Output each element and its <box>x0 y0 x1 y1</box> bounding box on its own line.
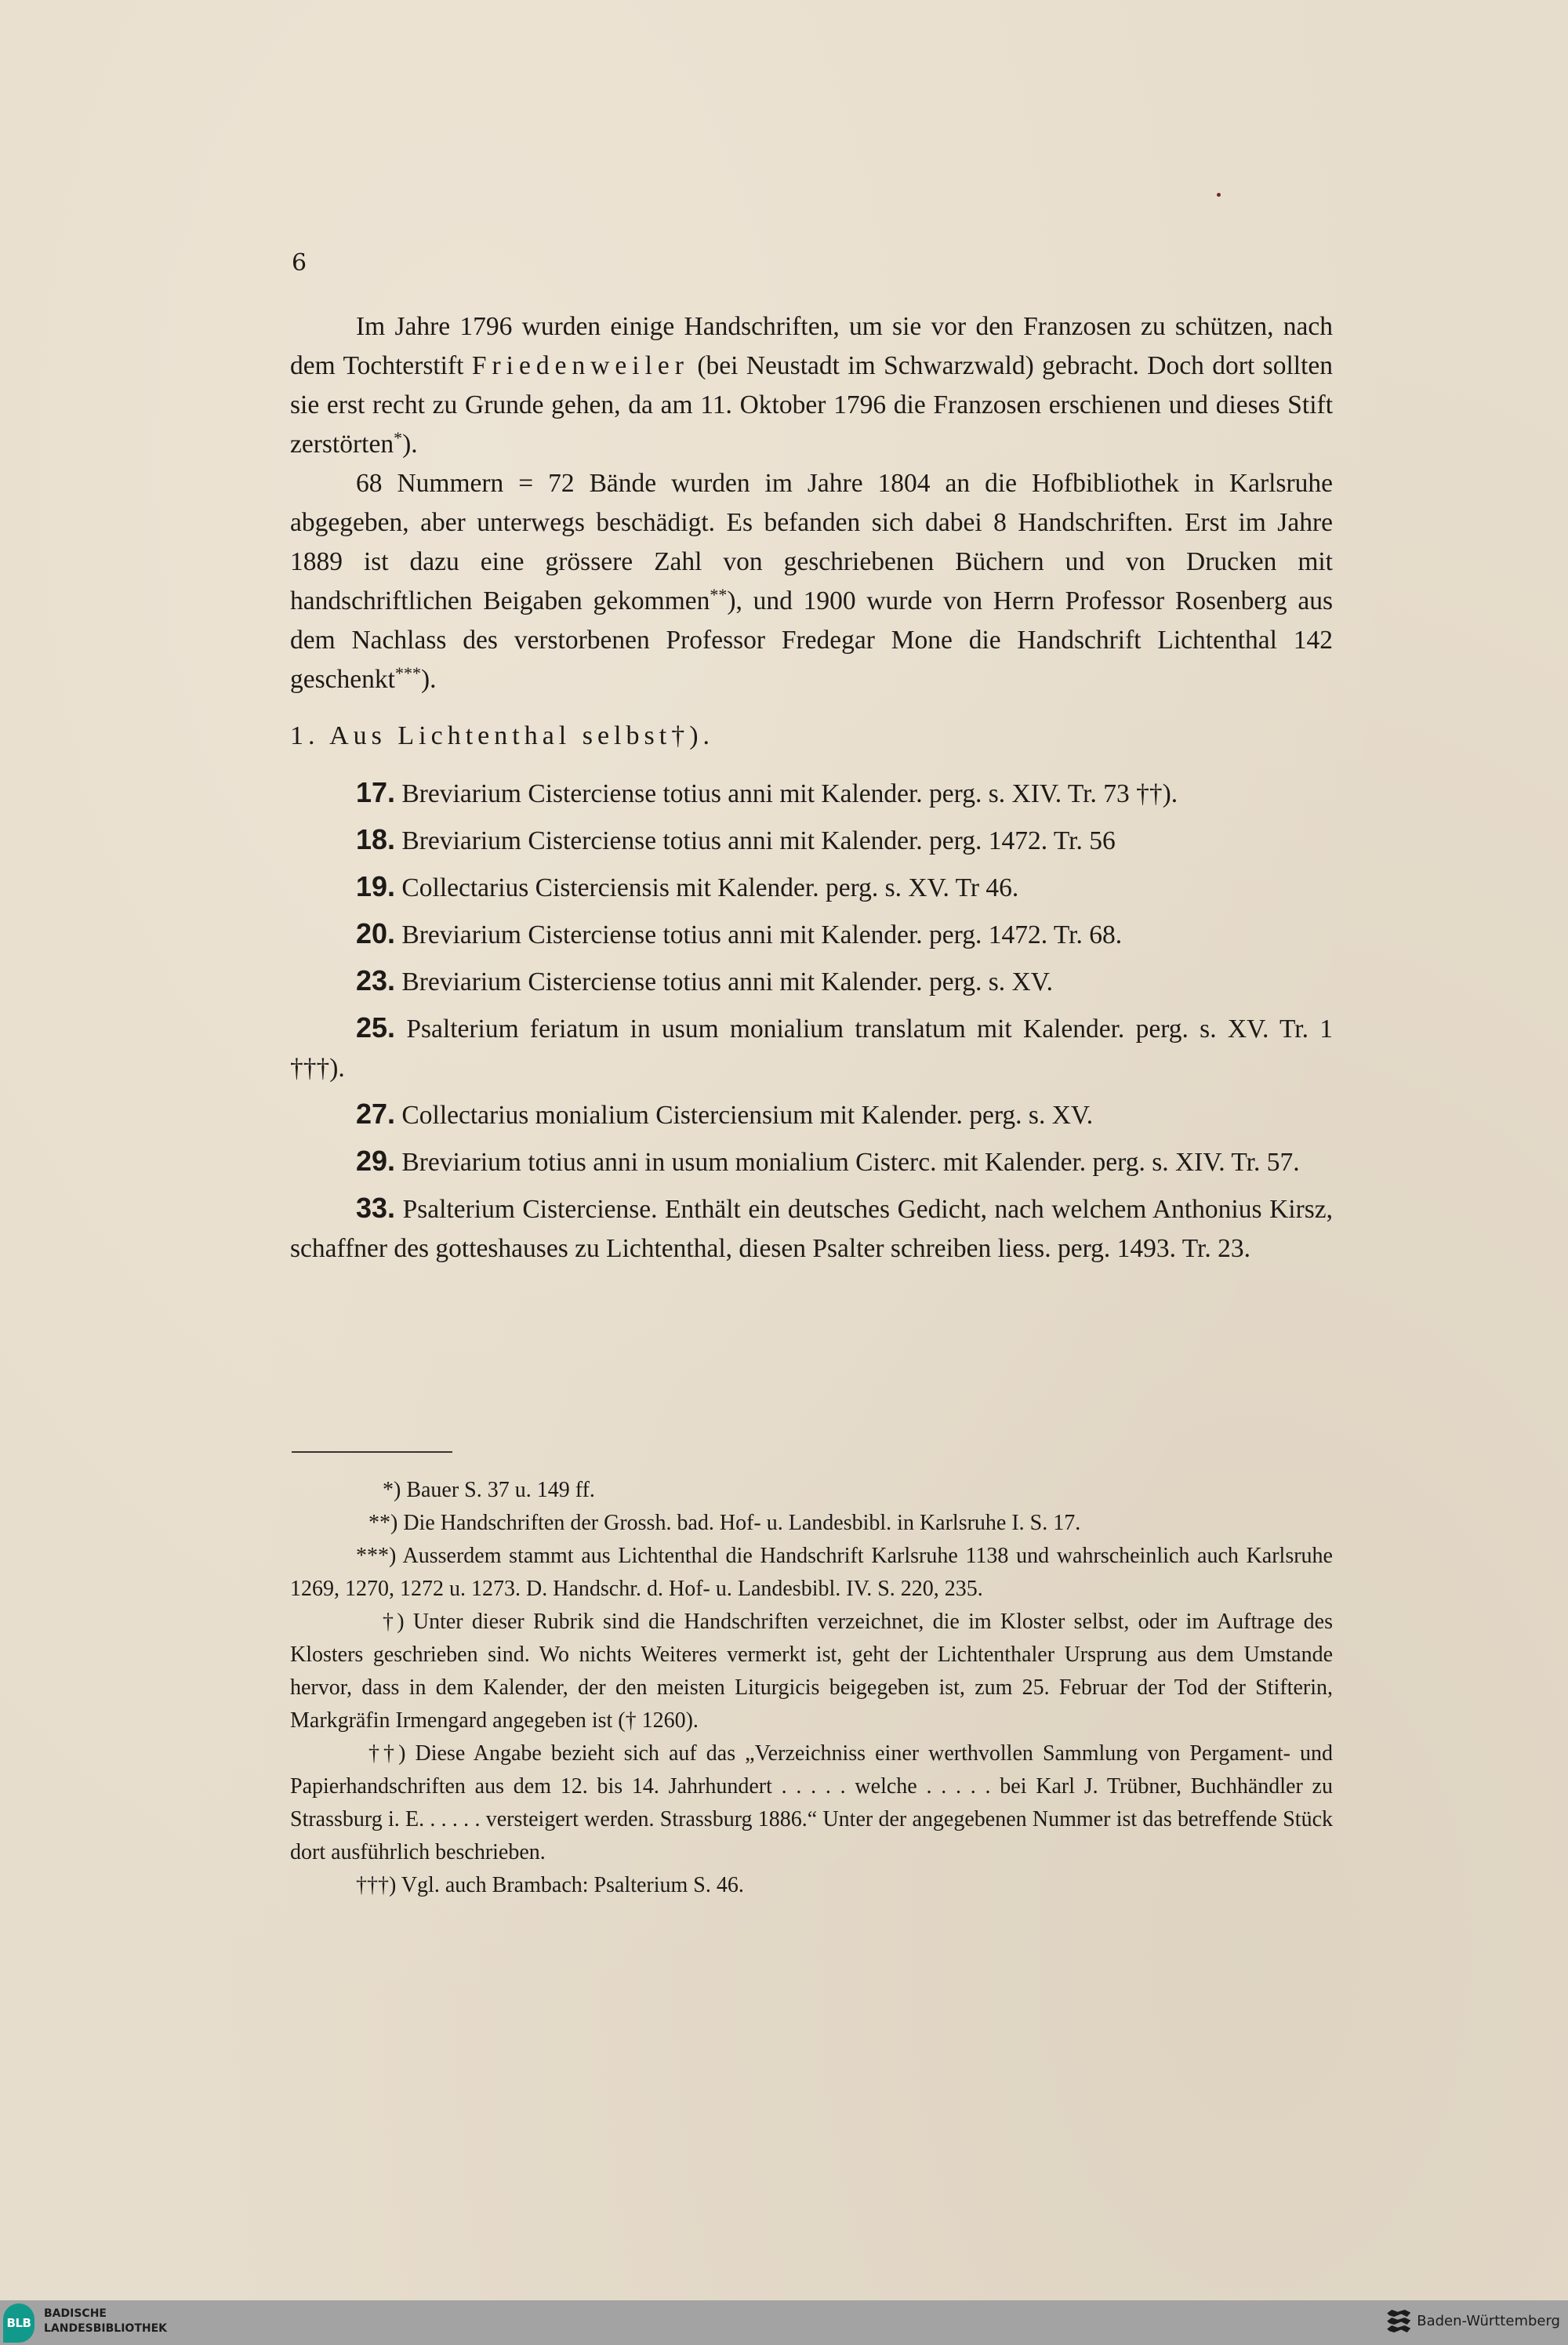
footnote-mark: †††) <box>356 1873 397 1897</box>
entry-number: 23. <box>356 964 396 996</box>
blb-logo-text[interactable]: BADISCHE LANDESBIBLIOTHEK <box>44 2307 168 2335</box>
entry-number: 18. <box>356 823 396 855</box>
spaced-name: Friedenweiler <box>471 351 689 380</box>
entry-text: Breviarium Cisterciense totius anni mit Kalender. perg. 1472. Tr. 56 <box>401 826 1116 855</box>
footnote-text: Unter dieser Rubrik sind die Handschriften verzeichnet, die im Kloster selbst, oder im Auftrage des Klosters geschrieben sind. Wo nichts Weiteres vermerkt ist, geht der Lichtenthaler Ursprung aus dem Umstande hervor, dass in dem Kalender, der den meisten Liturgicis beigegeben ist, zum 25. Februar der Tod der Stifterin, Markgräfin Irmengard angegeben ist († 1260). <box>290 1610 1334 1733</box>
footnote-text: Bauer S. 37 u. 149 ff. <box>406 1478 595 1502</box>
entry-number: 27. <box>356 1098 396 1130</box>
entry-number: 20. <box>356 917 396 949</box>
footnote-mark: *) <box>383 1478 401 1502</box>
manuscript-entry <box>290 1189 1333 1269</box>
footnote-text: Vgl. auch Brambach: Psalterium S. 46. <box>401 1873 744 1897</box>
entry-text: Breviarium totius anni in usum monialium Cisterc. mit Kalender. perg. s. XIV. Tr. 57. <box>401 1148 1300 1177</box>
main-text <box>290 307 1333 1275</box>
manuscript-entry <box>290 1142 1333 1182</box>
page-number: 6 <box>292 249 307 277</box>
footnote <box>290 1474 1333 1507</box>
footnote-ref[interactable]: ** <box>710 585 728 604</box>
footnotes <box>290 1474 1333 1902</box>
entry-number: 17. <box>356 776 396 808</box>
footnote-mark: †) <box>383 1610 405 1634</box>
paragraph-1: Im Jahre 1796 wurden einige Handschriften, um sie vor den Franzosen zu schützen, nach dem Tochterstift Friedenweiler (bei Neustadt im Schwarzwald) gebracht. Doch dort sollten sie erst recht zu Grunde gehen, da am 11. Oktober 1796 die Franzosen erschienen und dieses Stift zerstörten*). <box>290 312 1334 459</box>
entry-text: Psalterium feriatum in usum monialium translatum mit Kalender. perg. s. XV. Tr. 1 †††). <box>290 1015 1334 1083</box>
baden-wuerttemberg-logo[interactable]: Baden-Württemberg <box>1387 2310 1560 2332</box>
entry-text: Breviarium Cisterciense totius anni mit Kalender. perg. s. XIV. Tr. 73 ††). <box>401 779 1178 808</box>
footnote-ref[interactable]: * <box>394 428 403 448</box>
blb-logo[interactable]: BLB <box>3 2303 34 2343</box>
footer-bar <box>0 2300 1568 2345</box>
ink-speck <box>1217 193 1221 197</box>
footnote <box>290 1540 1333 1606</box>
manuscript-entry <box>290 961 1333 1002</box>
manuscript-entry <box>290 867 1333 908</box>
entry-text: Breviarium Cisterciense totius anni mit Kalender. perg. 1472. Tr. 68. <box>401 920 1123 949</box>
footnote <box>290 1507 1333 1540</box>
manuscript-entry <box>290 773 1333 814</box>
footnote <box>290 1606 1333 1737</box>
entry-text: Breviarium Cisterciense totius anni mit Kalender. perg. s. XV. <box>401 967 1053 996</box>
entry-number: 33. <box>356 1192 396 1224</box>
manuscript-entry <box>290 820 1333 861</box>
section-heading: 1. Aus Lichtenthal selbst†). <box>290 721 715 750</box>
footnote-text: Ausserdem stammt aus Lichtenthal die Handschrift Karlsruhe 1138 und wahrscheinlich auch Karlsruhe 1269, 1270, 1272 u. 1273. D. Handschr. d. Hof- u. Landesbibl. IV. S. 220, 235. <box>290 1544 1333 1601</box>
footnote-mark: ***) <box>356 1544 397 1568</box>
footnote-mark: ††) <box>368 1741 406 1766</box>
footnote-mark: **) <box>368 1511 398 1535</box>
entry-number: 25. <box>356 1011 396 1044</box>
entry-number: 19. <box>356 870 396 902</box>
footnote <box>290 1869 1333 1902</box>
manuscript-list <box>290 773 1333 1269</box>
footnote-ref[interactable]: *** <box>394 663 421 683</box>
footnote-text: Die Handschriften der Grossh. bad. Hof- u. Landesbibl. in Karlsruhe I. S. 17. <box>403 1511 1081 1535</box>
paragraph-2: 68 Nummern = 72 Bände wurden im Jahre 1804 an die Hofbibliothek in Karlsruhe abgegeben, aber unterwegs beschädigt. Es befanden sich dabei 8 Handschriften. Erst im Jahre 1889 ist dazu eine grössere Zahl von geschriebenen Büchern und von Drucken mit handschriftlichen Beigaben gekommen**), und 1900 wurde von Herrn Professor Rosenberg aus dem Nachlass des verstorbenen Professor Fredegar Mone die Handschrift Lichtenthal 142 geschenkt***). <box>290 469 1333 694</box>
entry-text: Psalterium Cisterciense. Enthält ein deutsches Gedicht, nach welchem Anthonius Kirsz, schaffner des gotteshauses zu Lichtenthal, diesen Psalter schreiben liess. perg. 1493. Tr. 23. <box>290 1195 1334 1263</box>
footnote-divider <box>292 1451 452 1453</box>
entry-text: Collectarius Cisterciensis mit Kalender. perg. s. XV. Tr 46. <box>401 873 1019 902</box>
entry-number: 29. <box>356 1145 396 1177</box>
lions-coat-of-arms-icon <box>1387 2310 1410 2332</box>
footnote-text: Diese Angabe bezieht sich auf das „Verzeichniss einer werthvollen Sammlung von Pergament- und Papierhandschriften aus dem 12. bis 14. Jahrhundert . . . . . welche . . . . . bei Karl J. Trübner, Buchhändler zu Strassburg i. E. . . . . . versteigert werden. Strassburg 1886.“ Unter der angegebenen Nummer ist das betreffende Stück dort ausführlich beschrieben. <box>290 1741 1334 1864</box>
entry-text: Collectarius monialium Cisterciensium mit Kalender. perg. s. XV. <box>401 1101 1094 1130</box>
manuscript-entry <box>290 914 1333 955</box>
footnote <box>290 1737 1333 1869</box>
manuscript-entry <box>290 1008 1333 1088</box>
manuscript-entry <box>290 1094 1333 1135</box>
